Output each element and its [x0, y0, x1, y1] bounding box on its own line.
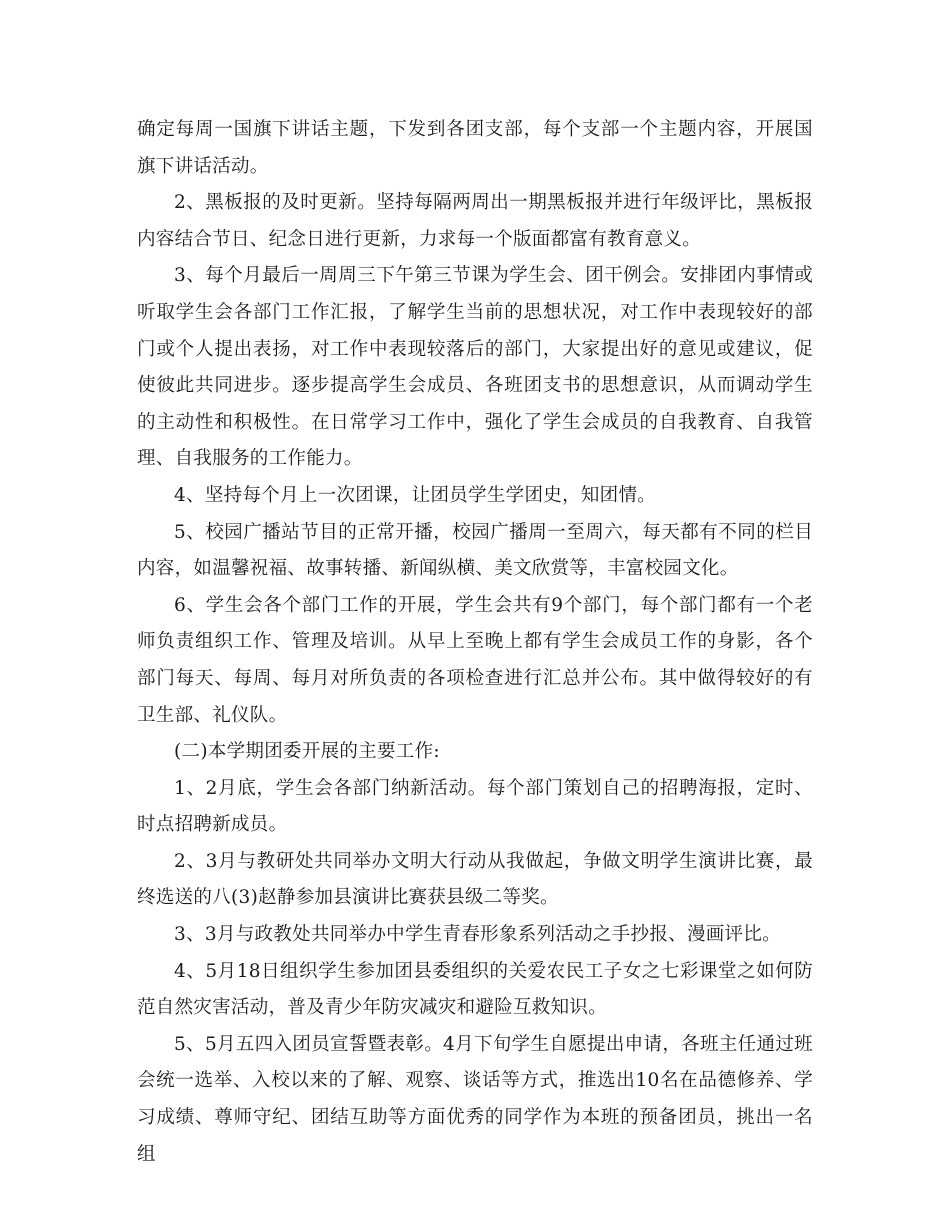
document-body	[137, 112, 813, 1173]
paragraph-league-class: 4、坚持每个月上一次团课，让团员学生学团史，知团情。	[174, 484, 657, 506]
paragraph-speech-contest: 2、3月与教研处共同举办文明大行动从我做起，争做文明学生演讲比赛，最终选送的八(3)赵静参加县演讲比赛获县级二等奖。	[137, 850, 813, 909]
paragraph-may-fourth-oath: 5、5月五四入团员宣誓暨表彰。4月下旬学生自愿提出申请，各班主任通过班会统一选举、入校以来的了解、观察、谈话等方式，推选出10名在品德修养、学习成绩、尊师守纪、团结互助等方面优秀的同学作为本班的预备团员，挑出一名组	[137, 1033, 813, 1165]
section-heading-main-work: (二)本学期团委开展的主要工作:	[174, 741, 440, 763]
paragraph-student-union-departments: 6、学生会各个部门工作的开展，学生会共有9个部门，每个部门都有一个老师负责组织工作、管理及培训。从早上至晚上都有学生会成员工作的身影，各个部门每天、每周、每月对所负责的各项检查进行汇总并公布。其中做得较好的有卫生部、礼仪队。	[137, 594, 813, 726]
paragraph-campus-radio: 5、校园广播站节目的正常开播，校园广播周一至周六，每天都有不同的栏目内容，如温馨祝福、故事转播、新闻纵横、美文欣赏等，丰富校园文化。	[137, 521, 813, 580]
paragraph-weekly-meeting: 3、每个月最后一周周三下午第三节课为学生会、团干例会。安排团内事情或听取学生会各部门工作汇报，了解学生当前的思想状况，对工作中表现较好的部门或个人提出表扬，对工作中表现较落后的部门，大家提出好的意见或建议，促使彼此共同进步。逐步提高学生会成员、各班团支书的思想意识，从而调动学生的主动性和积极性。在日常学习工作中，强化了学生会成员的自我教育、自我管理、自我服务的工作能力。	[137, 265, 813, 470]
paragraph-disaster-prevention: 4、5月18日组织学生参加团县委组织的关爱农民工子女之七彩课堂之如何防范自然灾害活动，普及青少年防灾减灾和避险互救知识。	[137, 960, 813, 1019]
paragraph-recruitment: 1、2月底，学生会各部门纳新活动。每个部门策划自己的招聘海报，定时、时点招聘新成员。	[137, 777, 813, 836]
paragraph-handwritten-newspaper: 3、3月与政教处共同举办中学生青春形象系列活动之手抄报、漫画评比。	[174, 924, 781, 946]
paragraph-blackboard: 2、黑板报的及时更新。坚持每隔两周出一期黑板报并进行年级评比，黑板报内容结合节日、纪念日进行更新，力求每一个版面都富有教育意义。	[137, 192, 813, 250]
paragraph-continued-intro: 确定每周一国旗下讲话主题，下发到各团支部，每个支部一个主题内容，开展国旗下讲话活动。	[137, 119, 813, 177]
